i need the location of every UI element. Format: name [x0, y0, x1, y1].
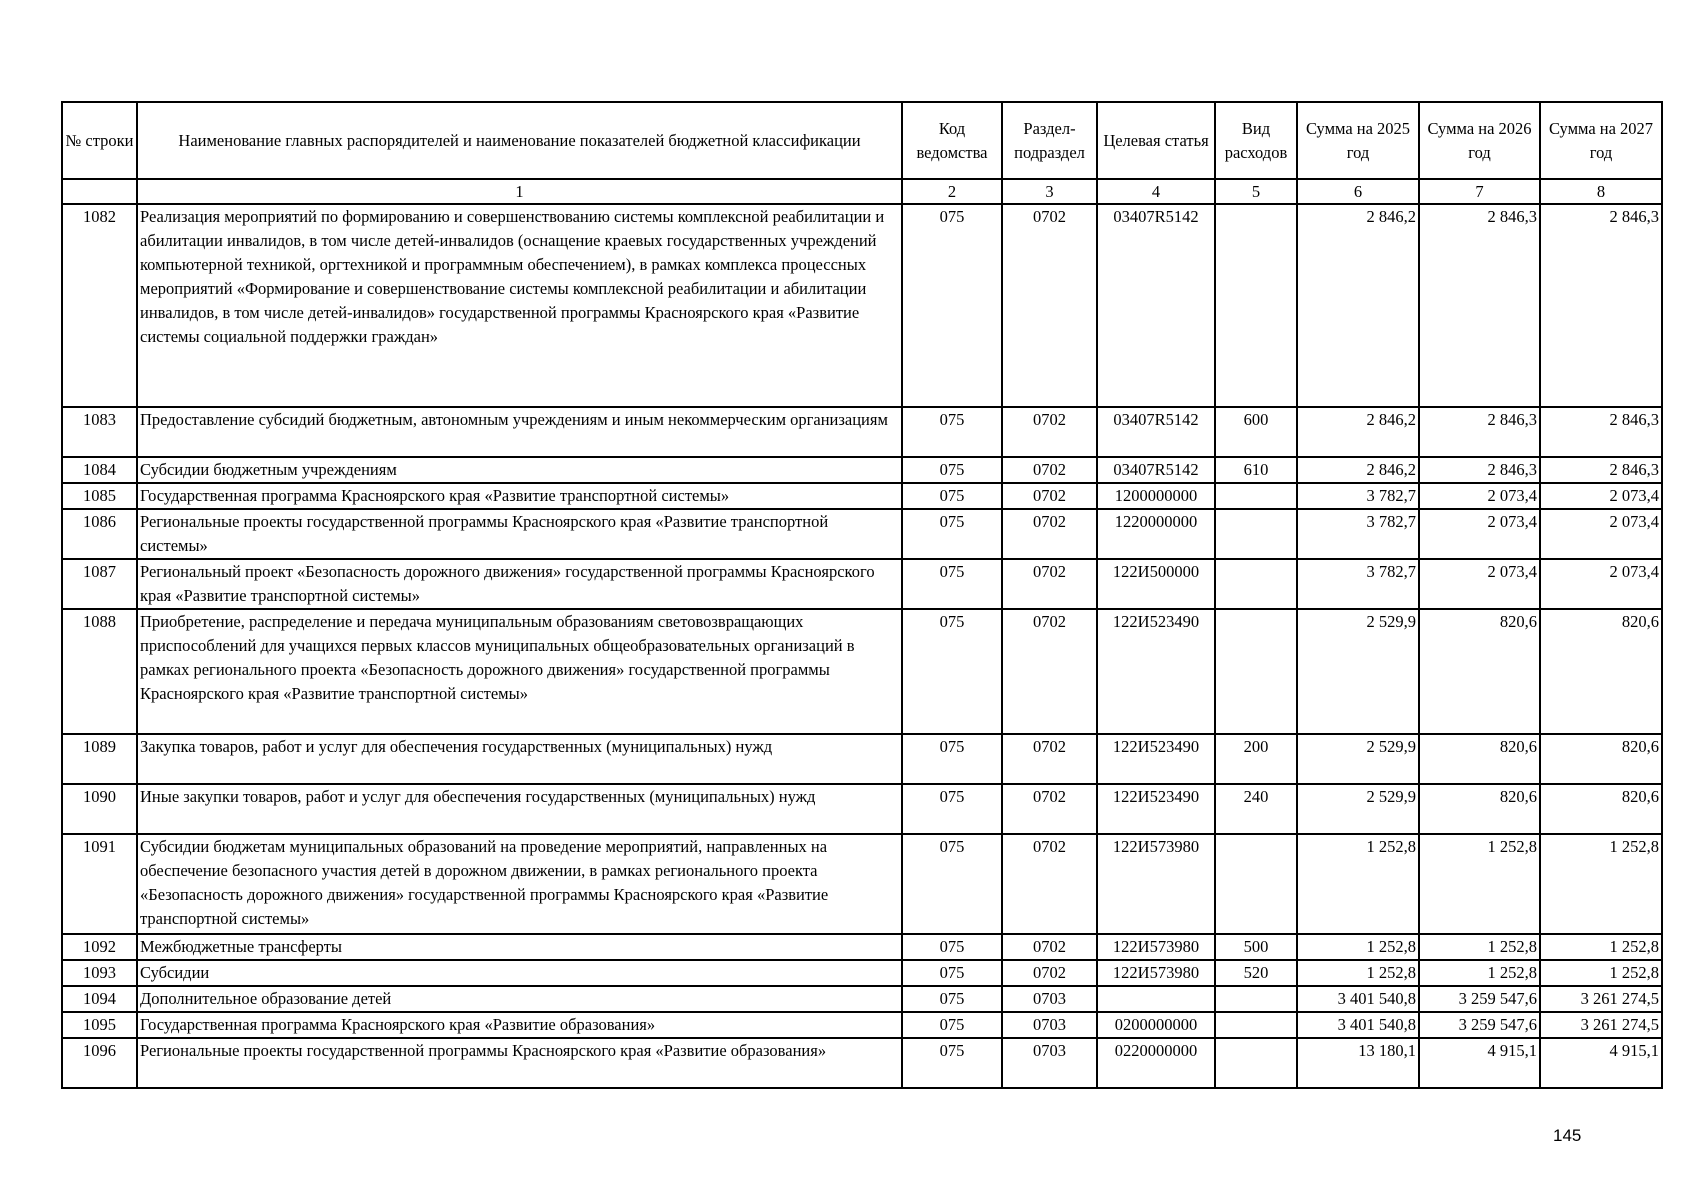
- row-expense-type: [1215, 986, 1297, 1012]
- table-row: [62, 1012, 1662, 1038]
- row-section: 0702: [1002, 457, 1097, 483]
- column-number: 2: [902, 179, 1002, 204]
- table-header: [62, 102, 1662, 179]
- row-section: 0702: [1002, 784, 1097, 834]
- table-row: [62, 960, 1662, 986]
- row-section: 0703: [1002, 1012, 1097, 1038]
- row-sum-2026: 820,6: [1419, 734, 1540, 784]
- row-sum-2026: 2 073,4: [1419, 559, 1540, 609]
- row-sum-2025: 2 529,9: [1297, 734, 1419, 784]
- row-sum-2026: 1 252,8: [1419, 934, 1540, 960]
- row-sum-2027: 1 252,8: [1540, 834, 1662, 934]
- row-dept-code: 075: [902, 457, 1002, 483]
- row-expense-type: 200: [1215, 734, 1297, 784]
- row-sum-2027: 2 073,4: [1540, 509, 1662, 559]
- row-sum-2025: 1 252,8: [1297, 934, 1419, 960]
- row-target: 122И573980: [1097, 934, 1215, 960]
- row-number: 1089: [62, 734, 137, 784]
- row-expense-type: 240: [1215, 784, 1297, 834]
- row-section: 0703: [1002, 1038, 1097, 1088]
- row-number: 1086: [62, 509, 137, 559]
- row-dept-code: 075: [902, 407, 1002, 457]
- row-number: 1082: [62, 204, 137, 407]
- column-number: [62, 179, 137, 204]
- row-sum-2026: 3 259 547,6: [1419, 986, 1540, 1012]
- row-sum-2026: 2 073,4: [1419, 483, 1540, 509]
- row-number: 1085: [62, 483, 137, 509]
- row-dept-code: 075: [902, 834, 1002, 934]
- row-name: Приобретение, распределение и передача муниципальным образованиям световозвращающих приспособлений для учащихся первых классов муниципальных общеобразовательных организаций в рамках регионального проекта «Безопасность дорожного движения» государственной программы Красноярского края «Развитие транспортной системы»: [137, 609, 902, 734]
- row-sum-2027: 1 252,8: [1540, 934, 1662, 960]
- header-section: Раздел-подраздел: [1002, 102, 1097, 179]
- row-dept-code: 075: [902, 960, 1002, 986]
- row-section: 0702: [1002, 509, 1097, 559]
- row-number: 1084: [62, 457, 137, 483]
- row-sum-2027: 820,6: [1540, 784, 1662, 834]
- header-target: Целевая статья: [1097, 102, 1215, 179]
- table-row: [62, 734, 1662, 784]
- row-name: Межбюджетные трансферты: [137, 934, 902, 960]
- column-number: 1: [137, 179, 902, 204]
- row-number: 1094: [62, 986, 137, 1012]
- table-row: [62, 1038, 1662, 1088]
- row-name: Региональные проекты государственной программы Красноярского края «Развитие транспортной системы»: [137, 509, 902, 559]
- row-section: 0702: [1002, 483, 1097, 509]
- row-sum-2025: 3 782,7: [1297, 483, 1419, 509]
- row-sum-2027: 1 252,8: [1540, 960, 1662, 986]
- budget-table: [61, 101, 1663, 1089]
- row-section: 0702: [1002, 960, 1097, 986]
- row-name: Реализация мероприятий по формированию и совершенствованию системы комплексной реабилитации и абилитации инвалидов, в том числе детей-инвалидов (оснащение краевых государственных учреждений компьютерной техникой, оргтехникой и программным обеспечением), в рамках комплекса процессных мероприятий «Формирование и совершенствование системы комплексной реабилитации и абилитации инвалидов, в том числе детей-инвалидов» государственной программы Красноярского края «Развитие системы социальной поддержки граждан»: [137, 204, 902, 407]
- row-sum-2026: 2 846,3: [1419, 407, 1540, 457]
- row-expense-type: [1215, 609, 1297, 734]
- row-name: Предоставление субсидий бюджетным, автономным учреждениям и иным некоммерческим организациям: [137, 407, 902, 457]
- row-sum-2025: 3 401 540,8: [1297, 986, 1419, 1012]
- row-name: Государственная программа Красноярского края «Развитие транспортной системы»: [137, 483, 902, 509]
- row-sum-2027: 2 073,4: [1540, 483, 1662, 509]
- column-numbers-row: [62, 179, 1662, 204]
- row-expense-type: [1215, 509, 1297, 559]
- row-sum-2026: 820,6: [1419, 609, 1540, 734]
- row-target: 1220000000: [1097, 509, 1215, 559]
- row-name: Дополнительное образование детей: [137, 986, 902, 1012]
- row-target: 03407R5142: [1097, 457, 1215, 483]
- row-sum-2026: 2 846,3: [1419, 204, 1540, 407]
- row-sum-2025: 13 180,1: [1297, 1038, 1419, 1088]
- row-sum-2025: 1 252,8: [1297, 960, 1419, 986]
- row-name: Региональный проект «Безопасность дорожного движения» государственной программы Красноярского края «Развитие транспортной системы»: [137, 559, 902, 609]
- row-name: Субсидии бюджетным учреждениям: [137, 457, 902, 483]
- row-sum-2027: 820,6: [1540, 609, 1662, 734]
- row-sum-2027: 2 846,3: [1540, 204, 1662, 407]
- row-sum-2026: 2 846,3: [1419, 457, 1540, 483]
- row-sum-2027: 2 073,4: [1540, 559, 1662, 609]
- row-dept-code: 075: [902, 986, 1002, 1012]
- row-number: 1092: [62, 934, 137, 960]
- table-row: [62, 407, 1662, 457]
- column-number: 7: [1419, 179, 1540, 204]
- row-sum-2027: 4 915,1: [1540, 1038, 1662, 1088]
- row-target: 122И573980: [1097, 960, 1215, 986]
- row-target: 03407R5142: [1097, 407, 1215, 457]
- header-row-no: № строки: [62, 102, 137, 179]
- row-sum-2026: 1 252,8: [1419, 960, 1540, 986]
- row-expense-type: 520: [1215, 960, 1297, 986]
- row-sum-2025: 2 846,2: [1297, 204, 1419, 407]
- row-expense-type: [1215, 483, 1297, 509]
- row-sum-2025: 3 782,7: [1297, 559, 1419, 609]
- row-sum-2025: 2 529,9: [1297, 784, 1419, 834]
- row-sum-2027: 3 261 274,5: [1540, 1012, 1662, 1038]
- row-sum-2027: 820,6: [1540, 734, 1662, 784]
- row-dept-code: 075: [902, 1038, 1002, 1088]
- row-section: 0702: [1002, 934, 1097, 960]
- row-number: 1083: [62, 407, 137, 457]
- column-number: 4: [1097, 179, 1215, 204]
- row-number: 1095: [62, 1012, 137, 1038]
- row-sum-2026: 4 915,1: [1419, 1038, 1540, 1088]
- row-section: 0702: [1002, 734, 1097, 784]
- row-name: Закупка товаров, работ и услуг для обеспечения государственных (муниципальных) нужд: [137, 734, 902, 784]
- header-sum-2027: Сумма на 2027 год: [1540, 102, 1662, 179]
- row-target: 122И523490: [1097, 784, 1215, 834]
- row-name: Иные закупки товаров, работ и услуг для обеспечения государственных (муниципальных) нужд: [137, 784, 902, 834]
- table-row: [62, 834, 1662, 934]
- row-expense-type: [1215, 834, 1297, 934]
- row-sum-2026: 3 259 547,6: [1419, 1012, 1540, 1038]
- row-name: Субсидии бюджетам муниципальных образований на проведение мероприятий, направленных на обеспечение безопасного участия детей в дорожном движении, в рамках регионального проекта «Безопасность дорожного движения» государственной программы Красноярского края «Развитие транспортной системы»: [137, 834, 902, 934]
- row-sum-2026: 820,6: [1419, 784, 1540, 834]
- row-target: 122И500000: [1097, 559, 1215, 609]
- row-section: 0703: [1002, 986, 1097, 1012]
- row-sum-2026: 1 252,8: [1419, 834, 1540, 934]
- row-dept-code: 075: [902, 1012, 1002, 1038]
- row-sum-2025: 2 846,2: [1297, 457, 1419, 483]
- row-target: 122И573980: [1097, 834, 1215, 934]
- table-row: [62, 934, 1662, 960]
- row-name: Субсидии: [137, 960, 902, 986]
- header-dept-code: Код ведомства: [902, 102, 1002, 179]
- row-sum-2027: 2 846,3: [1540, 407, 1662, 457]
- table-row: [62, 457, 1662, 483]
- row-section: 0702: [1002, 559, 1097, 609]
- row-dept-code: 075: [902, 784, 1002, 834]
- row-number: 1091: [62, 834, 137, 934]
- page-number: 145: [1553, 1126, 1582, 1145]
- header-sum-2025: Сумма на 2025 год: [1297, 102, 1419, 179]
- row-sum-2025: 2 529,9: [1297, 609, 1419, 734]
- header-expense-type: Вид расходов: [1215, 102, 1297, 179]
- column-number: 5: [1215, 179, 1297, 204]
- row-sum-2026: 2 073,4: [1419, 509, 1540, 559]
- row-number: 1088: [62, 609, 137, 734]
- row-sum-2027: 3 261 274,5: [1540, 986, 1662, 1012]
- row-number: 1096: [62, 1038, 137, 1088]
- row-target: 03407R5142: [1097, 204, 1215, 407]
- column-number: 8: [1540, 179, 1662, 204]
- row-expense-type: [1215, 559, 1297, 609]
- table-row: [62, 483, 1662, 509]
- row-expense-type: [1215, 204, 1297, 407]
- row-name: Региональные проекты государственной программы Красноярского края «Развитие образования»: [137, 1038, 902, 1088]
- table-row: [62, 559, 1662, 609]
- table-row: [62, 204, 1662, 407]
- column-number: 3: [1002, 179, 1097, 204]
- row-target: 122И523490: [1097, 609, 1215, 734]
- row-sum-2025: 3 782,7: [1297, 509, 1419, 559]
- table-body: [62, 179, 1662, 1088]
- row-sum-2027: 2 846,3: [1540, 457, 1662, 483]
- table-row: [62, 509, 1662, 559]
- row-dept-code: 075: [902, 483, 1002, 509]
- row-dept-code: 075: [902, 559, 1002, 609]
- row-target: 0220000000: [1097, 1038, 1215, 1088]
- column-number: 6: [1297, 179, 1419, 204]
- row-target: 122И523490: [1097, 734, 1215, 784]
- row-target: [1097, 986, 1215, 1012]
- row-number: 1090: [62, 784, 137, 834]
- row-expense-type: [1215, 1038, 1297, 1088]
- row-expense-type: 610: [1215, 457, 1297, 483]
- row-section: 0702: [1002, 407, 1097, 457]
- header-sum-2026: Сумма на 2026 год: [1419, 102, 1540, 179]
- row-section: 0702: [1002, 609, 1097, 734]
- row-dept-code: 075: [902, 934, 1002, 960]
- row-sum-2025: 3 401 540,8: [1297, 1012, 1419, 1038]
- row-dept-code: 075: [902, 609, 1002, 734]
- row-dept-code: 075: [902, 204, 1002, 407]
- table-row: [62, 986, 1662, 1012]
- row-expense-type: 500: [1215, 934, 1297, 960]
- row-target: 1200000000: [1097, 483, 1215, 509]
- row-dept-code: 075: [902, 734, 1002, 784]
- row-name: Государственная программа Красноярского края «Развитие образования»: [137, 1012, 902, 1038]
- table-row: [62, 609, 1662, 734]
- row-number: 1093: [62, 960, 137, 986]
- table-row: [62, 784, 1662, 834]
- row-target: 0200000000: [1097, 1012, 1215, 1038]
- row-number: 1087: [62, 559, 137, 609]
- header-name: Наименование главных распорядителей и наименование показателей бюджетной классификации: [137, 102, 902, 179]
- row-expense-type: 600: [1215, 407, 1297, 457]
- row-sum-2025: 2 846,2: [1297, 407, 1419, 457]
- row-expense-type: [1215, 1012, 1297, 1038]
- row-dept-code: 075: [902, 509, 1002, 559]
- row-sum-2025: 1 252,8: [1297, 834, 1419, 934]
- row-section: 0702: [1002, 834, 1097, 934]
- row-section: 0702: [1002, 204, 1097, 407]
